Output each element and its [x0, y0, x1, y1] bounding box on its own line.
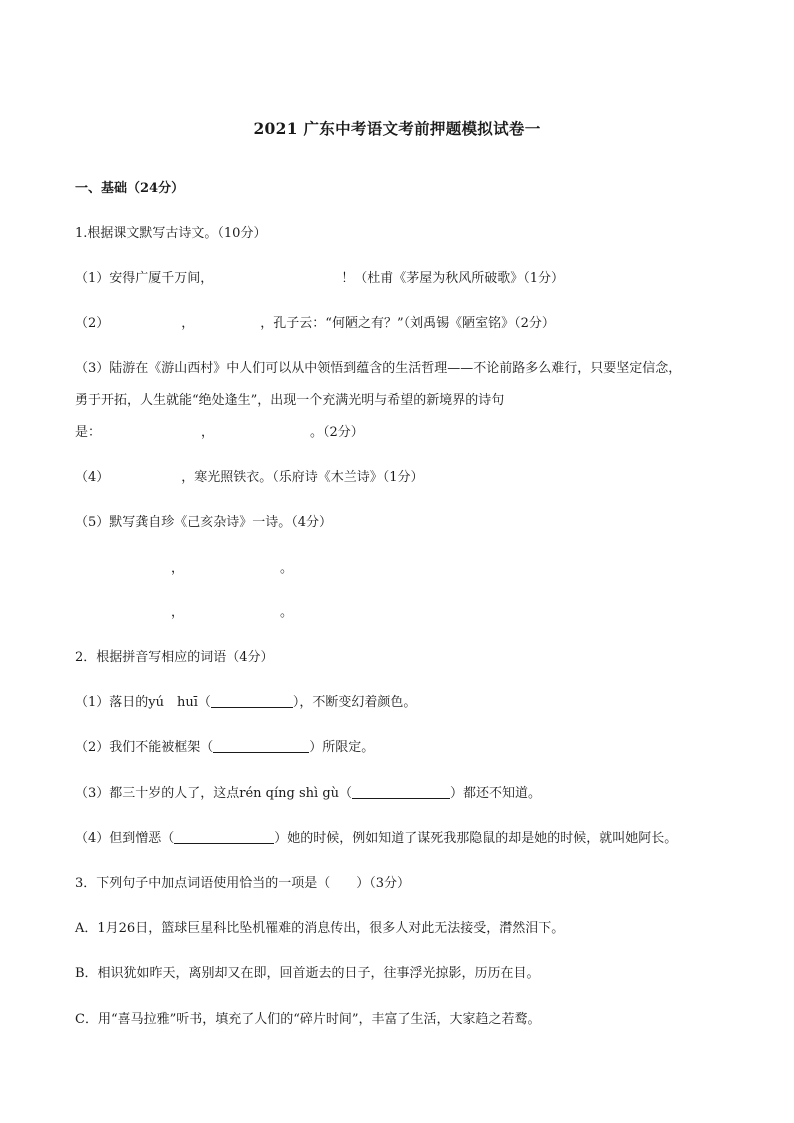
poem-line-1: ， 。: [171, 561, 294, 576]
question-3-option-b[interactable]: B．相识犹如昨天，离别却又在即，回首逝去的日子，往事浮光掠影，历历在目。: [75, 966, 540, 981]
question-1-part-3-line-1: （3）陆游在《游山西村》中人们可以从中领悟到蕴含的生活哲理——不论前路多么难行，只要坚定信念，: [75, 361, 682, 376]
answer-underline[interactable]: [352, 785, 450, 799]
question-1-part-3-line-3: 是： ， 。（2分）: [75, 425, 364, 440]
poem-line-2: ， 。: [171, 605, 294, 620]
answer-underline[interactable]: [211, 694, 293, 708]
question-1-part-3-line-2: 勇于开拓，人生就能“绝处逢生”，出现一个充满光明与希望的新境界的诗句: [75, 393, 505, 408]
question-3-stem: 3．下列句子中加点词语使用恰当的一项是（ ）（3分）: [75, 876, 411, 891]
question-2-item-4: （4）但到憎恶（ ）她的时候，例如知道了谋死我那隐鼠的却是她的时候，就叫她阿长。: [75, 831, 678, 846]
question-2-item-1: （1）落日的yú huī（ ），不断变幻着颜色。: [75, 695, 417, 710]
page-title: 2021 广东中考语文考前押题模拟试卷一: [253, 119, 541, 138]
question-3-option-c[interactable]: C．用“喜马拉雅”听书，填充了人们的“碎片时间”，丰富了生活，大家趋之若鹜。: [75, 1012, 541, 1027]
question-1-part-1: （1）安得广厦千万间， ！（杜甫《茅屋为秋风所破歌》（1分）: [75, 271, 565, 286]
question-1-stem: 1.根据课文默写古诗文。（10分）: [75, 226, 267, 241]
question-2-item-3: （3）都三十岁的人了，这点rén qíng shì gù（ ）都还不知道。: [75, 786, 542, 801]
question-2-stem: 2．根据拼音写相应的词语（4分）: [75, 650, 274, 665]
answer-underline[interactable]: [174, 830, 274, 844]
answer-underline[interactable]: [213, 739, 309, 753]
question-3-option-a[interactable]: A．1月26日，篮球巨星科比坠机罹难的消息传出，很多人对此无法接受，潸然泪下。: [75, 921, 565, 936]
question-1-part-2: （2） ， ，孔子云：“何陋之有？”（刘禹锡《陋室铭》（2分）: [75, 316, 555, 331]
section-heading: 一、基础（24分）: [75, 181, 185, 196]
question-2-item-2: （2）我们不能被框架（ ）所限定。: [75, 740, 375, 755]
question-1-part-4: （4） ，寒光照铁衣。（乐府诗《木兰诗》（1分）: [75, 470, 424, 485]
question-1-part-5: （5）默写龚自珍《己亥杂诗》一诗。（4分）: [75, 515, 333, 530]
